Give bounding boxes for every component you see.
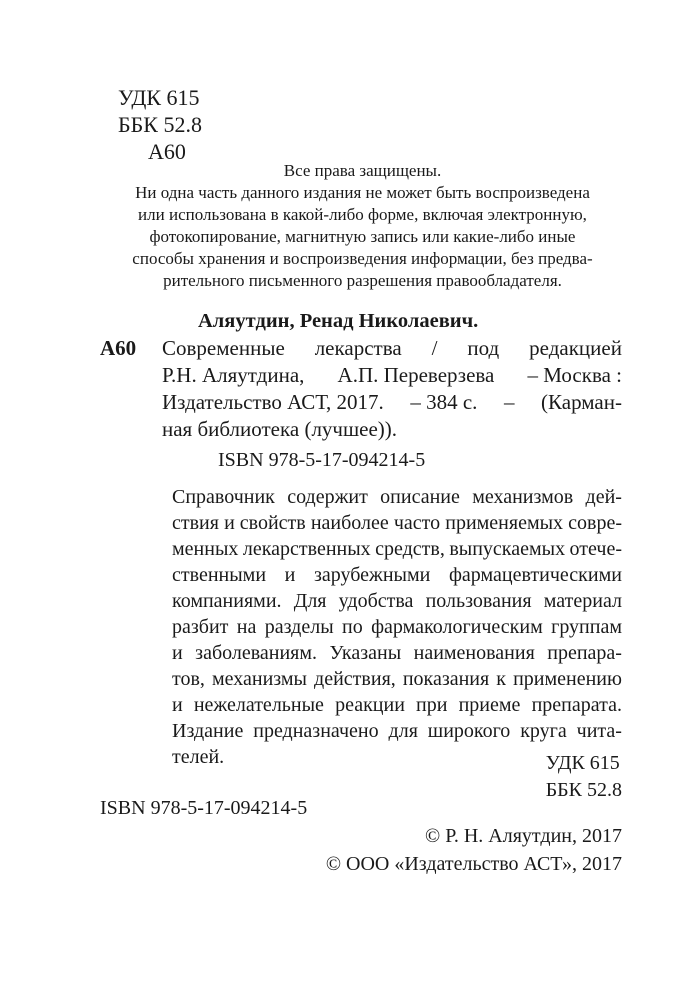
word: наименования — [413, 642, 535, 664]
rights-line: фотокопирование, магнитную запись или какие-либо иные — [149, 227, 576, 246]
description-line — [162, 362, 622, 389]
word: препарата. — [531, 694, 622, 716]
word: Современные — [162, 336, 285, 360]
word: действия, — [314, 668, 396, 690]
word: и — [172, 642, 183, 664]
word: и — [172, 694, 183, 716]
rights-line: рительного письменного разрешения правообладателя. — [163, 271, 562, 290]
word: на — [236, 616, 257, 638]
word: пользования — [425, 590, 532, 612]
word: механизмов — [472, 486, 574, 508]
word: компаниями. — [172, 590, 282, 612]
word: лекарства — [314, 336, 402, 360]
rights-line: Ни одна часть данного издания не может быть воспроизведена — [135, 183, 590, 202]
abstract-line — [172, 536, 622, 562]
word: – 384 с. — [410, 390, 478, 414]
isbn-bottom: ISBN 978-5-17-094214-5 — [100, 797, 308, 819]
word: удобства — [338, 590, 414, 612]
abstract-line — [172, 718, 622, 744]
word: применяемых — [445, 512, 564, 534]
bibliographic-description — [162, 335, 622, 443]
rights-notice — [100, 160, 625, 292]
word: ная библиотека (лучшее)). — [162, 417, 398, 441]
abstract-line — [172, 562, 622, 588]
word: Издательство АСТ, 2017. — [162, 390, 384, 414]
word: разбит — [172, 616, 229, 638]
word: приеме — [458, 694, 521, 716]
word: ствия — [172, 512, 219, 534]
word: выпускаемых — [449, 538, 566, 560]
rights-line: Все права защищены. — [283, 161, 442, 180]
word: совре- — [568, 512, 622, 534]
word: заболеваниям. — [195, 642, 318, 664]
abstract-line — [172, 614, 622, 640]
word: широкого — [427, 720, 511, 742]
udk-code: УДК 615 — [545, 752, 620, 774]
word: показания — [402, 668, 490, 690]
word: Справочник — [172, 486, 275, 508]
word: реакции — [335, 694, 405, 716]
abstract — [172, 484, 622, 770]
word: ственными — [172, 564, 267, 586]
word: дей- — [585, 486, 622, 508]
word: редакцией — [529, 336, 622, 360]
word: отече- — [569, 538, 622, 560]
word: телей. — [172, 746, 225, 768]
description-line — [162, 335, 622, 362]
word: материал — [543, 590, 622, 612]
rights-line: способы хранения и воспроизведения информации, без предва- — [132, 249, 593, 268]
word: менных — [172, 538, 239, 560]
description-line — [162, 416, 622, 443]
rights-line: или использована в какой-либо форме, включая электронную, — [138, 205, 587, 224]
copyright-publisher: © ООО «Издательство АСТ», 2017 — [325, 853, 622, 875]
isbn-entry: ISBN 978-5-17-094214-5 — [218, 449, 426, 471]
word: содержит — [287, 486, 368, 508]
word: разделы — [264, 616, 334, 638]
classification-codes-top — [118, 84, 202, 165]
word: нежелательные — [193, 694, 324, 716]
word: для — [388, 720, 418, 742]
abstract-line — [172, 588, 622, 614]
word: Издание — [172, 720, 244, 742]
word: фармацевтическими — [448, 564, 622, 586]
word: применению — [513, 668, 622, 690]
abstract-line — [172, 510, 622, 536]
word: круга — [520, 720, 567, 742]
word: Указаны — [329, 642, 402, 664]
abstract-line — [172, 692, 622, 718]
abstract-line — [172, 640, 622, 666]
word: тов, — [172, 668, 205, 690]
word: механизмы — [211, 668, 307, 690]
word: к — [496, 668, 506, 690]
word: и — [284, 564, 296, 586]
word: А.П. Переверзева — [337, 363, 495, 387]
abstract-line — [172, 484, 622, 510]
description-line — [162, 389, 622, 416]
word: лекарственных — [242, 538, 371, 560]
word: средств, — [375, 538, 445, 560]
word: наиболее — [310, 512, 389, 534]
bbk-code: ББК 52.8 — [545, 779, 622, 801]
word: – — [503, 390, 515, 414]
word: чита- — [576, 720, 622, 742]
bbk-code: ББК 52.8 — [118, 112, 202, 137]
word: предназначено — [253, 720, 379, 742]
word: часто — [393, 512, 441, 534]
udk-code: УДК 615 — [118, 85, 200, 110]
classification-codes-bottom — [546, 750, 622, 804]
word: Для — [293, 590, 327, 612]
word: при — [416, 694, 448, 716]
word: и свойств — [224, 512, 306, 534]
word: по — [342, 616, 363, 638]
word: препара- — [547, 642, 622, 664]
word: под — [467, 336, 500, 360]
word: / — [431, 336, 438, 360]
copyright-author: © Р. Н. Аляутдин, 2017 — [425, 825, 622, 847]
word: фармакологическим — [371, 616, 543, 638]
word: описание — [380, 486, 460, 508]
word: зарубежными — [313, 564, 431, 586]
author-heading: Аляутдин, Ренад Николаевич. — [198, 310, 479, 332]
word: Р.Н. Аляутдина, — [162, 363, 305, 387]
entry-author-mark: А60 — [100, 336, 137, 360]
author-mark: А60 — [148, 139, 186, 164]
abstract-line — [172, 666, 622, 692]
word: (Карман- — [541, 390, 622, 414]
word: – Москва : — [527, 363, 622, 387]
word: группам — [551, 616, 622, 638]
copyright-block — [326, 822, 622, 878]
